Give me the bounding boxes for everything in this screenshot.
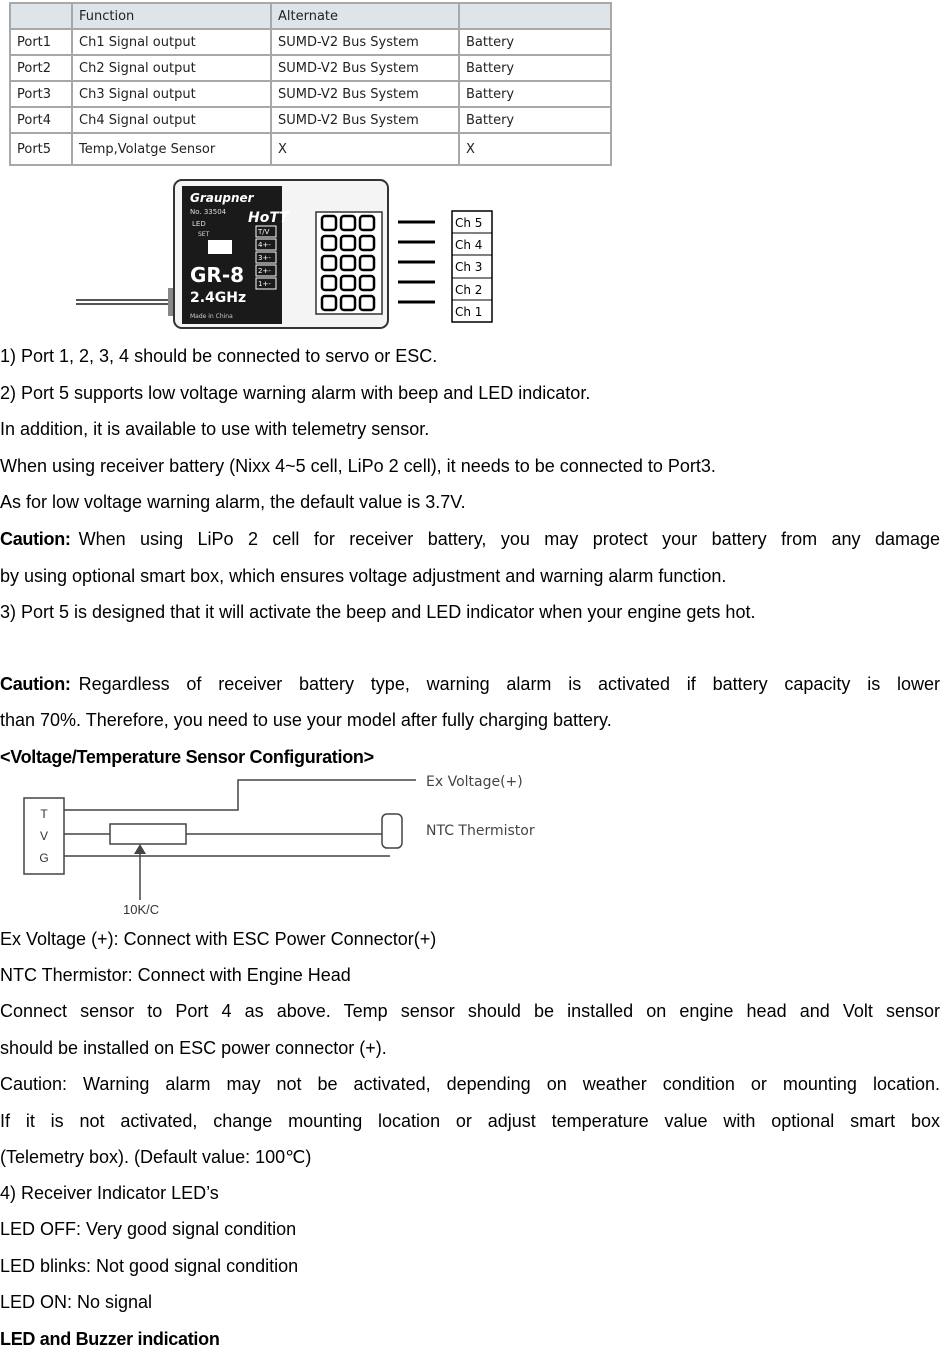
connector-pin: [360, 216, 374, 230]
table-row: [10, 133, 611, 165]
function-cell: Temp,Volatge Sensor: [72, 133, 271, 165]
caution-label: Caution:: [0, 529, 71, 549]
led-window: [208, 240, 232, 254]
receiver-diagram: [70, 178, 500, 333]
text-line: LED OFF: Very good signal condition: [0, 1219, 297, 1239]
ntc-label: NTC Thermistor: [426, 823, 535, 839]
model-label: GR-8: [190, 263, 245, 287]
port-cell: Port4: [10, 107, 72, 133]
connector-pin: [322, 256, 336, 270]
text-line: When using receiver battery (Nixx 4~5 cell, LiPo 2 cell), it needs to be connected to Port3.: [0, 456, 716, 476]
resistor-symbol: [110, 824, 186, 844]
extra-cell: Battery: [459, 81, 611, 107]
section-heading: LED and Buzzer indication: [0, 1329, 220, 1349]
port-mark: 3+-: [258, 254, 271, 262]
led-text: LED: [192, 220, 206, 228]
freq-label: 2.4GHz: [190, 290, 247, 306]
text-line: LED ON: No signal: [0, 1292, 153, 1312]
set-text: SET: [198, 231, 210, 238]
table-row: [10, 107, 611, 133]
text-line: than 70%. Therefore, you need to use your model after fully charging battery.: [0, 710, 612, 730]
text-line: by using optional smart box, which ensures voltage adjustment and warning alarm function.: [0, 566, 727, 586]
connector-pin: [341, 296, 355, 310]
text-line: should be installed on ESC power connector (+).: [0, 1038, 387, 1058]
caution-line: [0, 529, 940, 549]
port-cell: Port1: [10, 29, 72, 55]
header-extra: [459, 3, 611, 29]
port-cell: Port5: [10, 133, 72, 165]
text-line: 4) Receiver Indicator LED’s: [0, 1183, 219, 1203]
text-line: Connect sensor to Port 4 as above. Temp sensor should be installed on engine head and Volt sensor: [0, 1001, 940, 1021]
resistor-label: 10K/C: [123, 902, 160, 917]
channel-labels: [452, 211, 492, 322]
port-table: [9, 2, 612, 166]
channel-label: Ch 4: [455, 238, 483, 252]
text-line: Ex Voltage (+): Connect with ESC Power Connector(+): [0, 929, 437, 949]
alternate-cell: SUMD-V2 Bus System: [271, 107, 459, 133]
caution-label: Caution:: [0, 674, 71, 694]
alternate-cell: SUMD-V2 Bus System: [271, 81, 459, 107]
pin-label: V: [39, 829, 49, 843]
alternate-cell: SUMD-V2 Bus System: [271, 29, 459, 55]
pin-label: G: [39, 851, 49, 865]
extra-cell: Battery: [459, 29, 611, 55]
text-line: NTC Thermistor: Connect with Engine Head: [0, 965, 351, 985]
connector-pin: [322, 216, 336, 230]
header-alternate: Alternate: [271, 3, 459, 29]
function-cell: Ch1 Signal output: [72, 29, 271, 55]
connector-pin: [322, 236, 336, 250]
table-row: [10, 55, 611, 81]
connector-pins: [316, 212, 382, 314]
text-line: (Telemetry box). (Default value: 100℃): [0, 1147, 312, 1167]
text-line: In addition, it is available to use with telemetry sensor.: [0, 419, 430, 439]
connector-pin: [322, 296, 336, 310]
origin-label: Made in China: [190, 313, 233, 320]
caution-line: [0, 674, 940, 694]
text-line: 2) Port 5 supports low voltage warning alarm with beep and LED indicator.: [0, 383, 591, 403]
extra-cell: X: [459, 133, 611, 165]
sensor-circuit-diagram: [20, 770, 580, 920]
alternate-cell: X: [271, 133, 459, 165]
port-table-header: [10, 3, 611, 29]
table-row: [10, 29, 611, 55]
port-mark: 1+-: [258, 280, 271, 288]
header-function: Function: [72, 3, 271, 29]
text-line: Caution: Warning alarm may not be activated, depending on weather condition or mounting location.: [0, 1074, 940, 1094]
ntc-thermistor-symbol: [382, 814, 402, 848]
connector-pin: [360, 276, 374, 290]
connector-pin: [360, 236, 374, 250]
section-heading: <Voltage/Temperature Sensor Configuration>: [0, 747, 374, 767]
text-line: 1) Port 1, 2, 3, 4 should be connected to servo or ESC.: [0, 346, 438, 366]
port-mark: 2+-: [258, 267, 271, 275]
extra-cell: Battery: [459, 55, 611, 81]
channel-leads: [398, 222, 435, 302]
extra-cell: Battery: [459, 107, 611, 133]
pin-label: T: [40, 807, 48, 821]
connector-pin: [341, 216, 355, 230]
channel-label: Ch 5: [455, 216, 483, 230]
header-port: [10, 3, 72, 29]
connector-pin: [341, 276, 355, 290]
brand-label: Graupner: [190, 191, 254, 205]
port-cell: Port2: [10, 55, 72, 81]
connector-pin: [360, 256, 374, 270]
function-cell: Ch2 Signal output: [72, 55, 271, 81]
connector-pin: [322, 276, 336, 290]
channel-label: Ch 2: [455, 283, 483, 297]
ex-voltage-label: Ex Voltage(+): [426, 774, 523, 790]
port-mark: T/V: [258, 228, 270, 236]
function-cell: Ch4 Signal output: [72, 107, 271, 133]
text-line: As for low voltage warning alarm, the default value is 3.7V.: [0, 492, 466, 512]
part-number: No. 33504: [190, 208, 227, 216]
port-mark: 4+-: [258, 241, 271, 249]
channel-label: Ch 1: [455, 305, 483, 319]
table-row: [10, 81, 611, 107]
text-line: When using LiPo 2 cell for receiver battery, you may protect your battery from any damage: [78, 529, 940, 549]
text-line: Regardless of receiver battery type, warning alarm is activated if battery capacity is lower: [78, 674, 940, 694]
connector-pin: [341, 256, 355, 270]
alternate-cell: SUMD-V2 Bus System: [271, 55, 459, 81]
port-cell: Port3: [10, 81, 72, 107]
function-cell: Ch3 Signal output: [72, 81, 271, 107]
text-line: 3) Port 5 is designed that it will activate the beep and LED indicator when your engine gets hot.: [0, 602, 756, 622]
channel-label: Ch 3: [455, 260, 483, 274]
text-line: LED blinks: Not good signal condition: [0, 1256, 299, 1276]
arrow-head: [134, 844, 146, 854]
text-line: If it is not activated, change mounting location or adjust temperature value with optional smart box: [0, 1111, 940, 1131]
connector-pin: [341, 236, 355, 250]
hott-logo: HoTT: [248, 210, 289, 226]
connector-pin: [360, 296, 374, 310]
